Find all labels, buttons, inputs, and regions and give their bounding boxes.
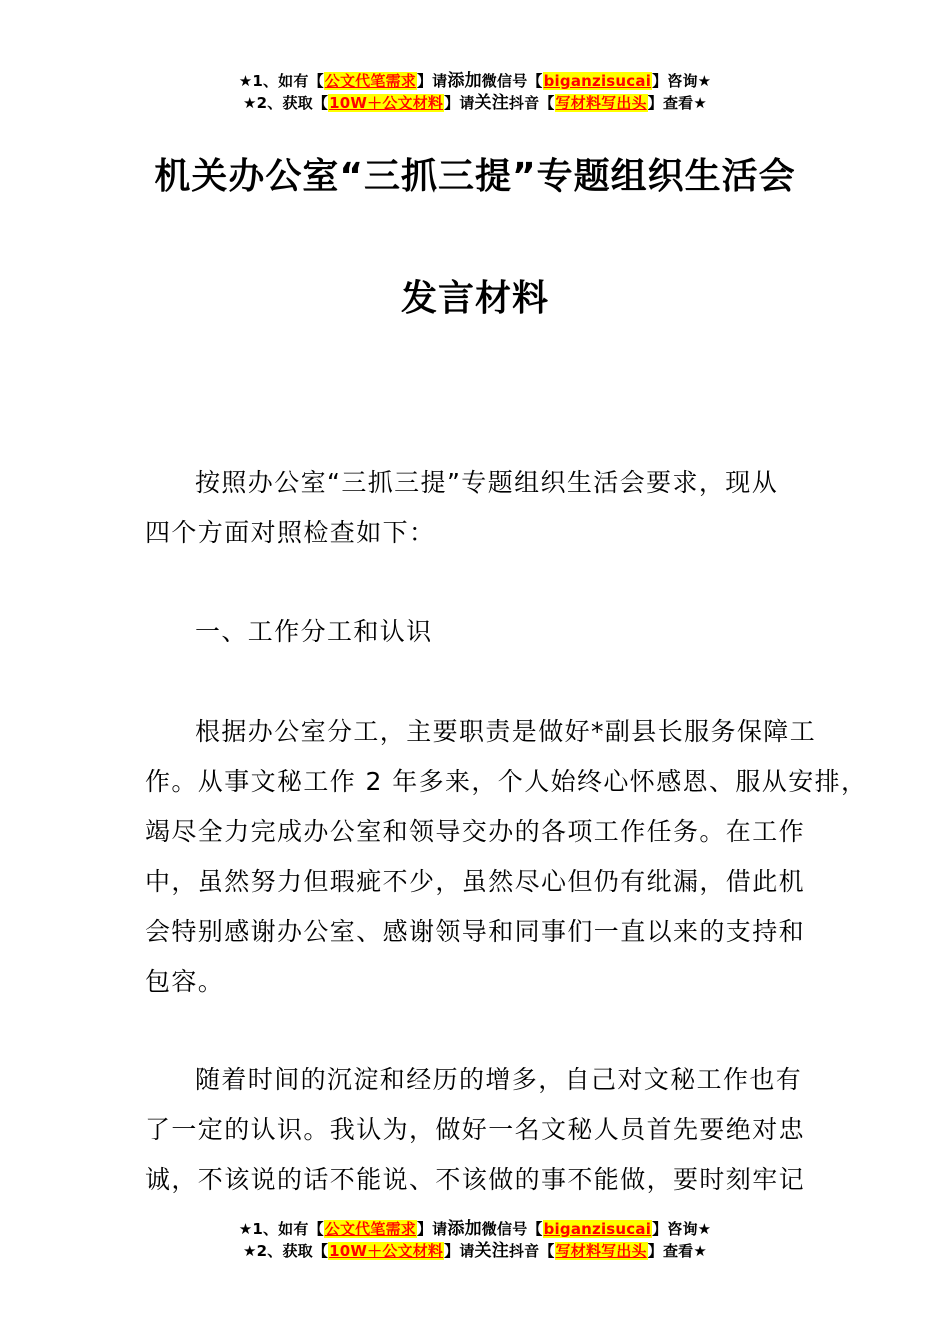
paragraph-line: 竭尽全力完成办公室和领导交办的各项工作任务。在工作 xyxy=(145,817,806,846)
promo-line-2 xyxy=(0,92,950,114)
paragraph-line: 会特别感谢办公室、感谢领导和同事们一直以来的支持和 xyxy=(145,917,806,946)
promo-emphasis: 关注 xyxy=(474,93,509,113)
paragraph-line: 了一定的认识。我认为，做好一名文秘人员首先要绝对忠 xyxy=(145,1115,806,1144)
promo-line-1 xyxy=(0,70,950,92)
paragraph-understanding xyxy=(145,1055,835,1205)
section-heading xyxy=(145,607,835,657)
paragraph-line: 四个方面对照检查如下： xyxy=(145,518,436,547)
promo-highlight: biganzisucai xyxy=(543,72,652,90)
promo-highlight: 写材料写出头 xyxy=(555,1242,647,1260)
promo-text: ★2、获取【 xyxy=(243,94,329,112)
promo-header xyxy=(0,70,950,114)
paragraph-line: 中，虽然努力但瑕疵不少，虽然尽心但仍有纰漏，借此机 xyxy=(145,867,806,896)
promo-emphasis: 添加 xyxy=(447,1219,482,1239)
promo-footer xyxy=(0,1218,950,1262)
heading-text: 一、工作分工和认识 xyxy=(195,617,433,646)
promo-text: 抖音【 xyxy=(508,1242,555,1260)
paragraph-line: 诚，不该说的话不能说、不该做的事不能做，要时刻牢记 xyxy=(145,1165,806,1194)
promo-emphasis: 关注 xyxy=(474,1241,509,1261)
promo-text: 】咨询★ xyxy=(652,72,712,90)
promo-text: ★1、如有【 xyxy=(238,1220,324,1238)
promo-text: 】查看★ xyxy=(647,1242,707,1260)
promo-text: 】请 xyxy=(444,94,475,112)
promo-text: ★2、获取【 xyxy=(243,1242,329,1260)
promo-text: ★1、如有【 xyxy=(238,72,324,90)
paragraph-duties xyxy=(145,707,868,1007)
promo-emphasis: 添加 xyxy=(447,71,482,91)
promo-highlight: 10W＋公文材料 xyxy=(329,1242,444,1260)
promo-text: 】请 xyxy=(416,1220,448,1238)
paragraph-line: 按照办公室“三抓三提”专题组织生活会要求，现从 xyxy=(195,468,779,497)
promo-text: 】请 xyxy=(416,72,448,90)
promo-line-2 xyxy=(0,1240,950,1262)
document-title-line-2: 发言材料 xyxy=(400,278,549,319)
promo-text: 】咨询★ xyxy=(652,1220,712,1238)
promo-text: 微信号【 xyxy=(481,1220,543,1238)
promo-highlight: biganzisucai xyxy=(543,1220,652,1238)
promo-text: 抖音【 xyxy=(508,94,555,112)
promo-text: 】查看★ xyxy=(647,94,707,112)
paragraph-line: 根据办公室分工，主要职责是做好*副县长服务保障工 xyxy=(195,717,817,746)
document-title: 机关办公室“三抓三提”专题组织生活会 xyxy=(154,156,796,197)
paragraph-line: 包容。 xyxy=(145,967,225,996)
promo-line-1 xyxy=(0,1218,950,1240)
promo-text: 】请 xyxy=(444,1242,475,1260)
paragraph-line: 作。从事文秘工作 2 年多来，个人始终心怀感恩、服从安排， xyxy=(145,767,868,796)
promo-text: 微信号【 xyxy=(481,72,543,90)
paragraph-line: 随着时间的沉淀和经历的增多，自己对文秘工作也有 xyxy=(195,1065,803,1094)
promo-highlight: 10W＋公文材料 xyxy=(329,94,444,112)
promo-highlight: 写材料写出头 xyxy=(555,94,647,112)
promo-highlight: 公文代笔需求 xyxy=(324,1220,416,1238)
promo-highlight: 公文代笔需求 xyxy=(324,72,416,90)
paragraph-intro xyxy=(145,458,835,558)
